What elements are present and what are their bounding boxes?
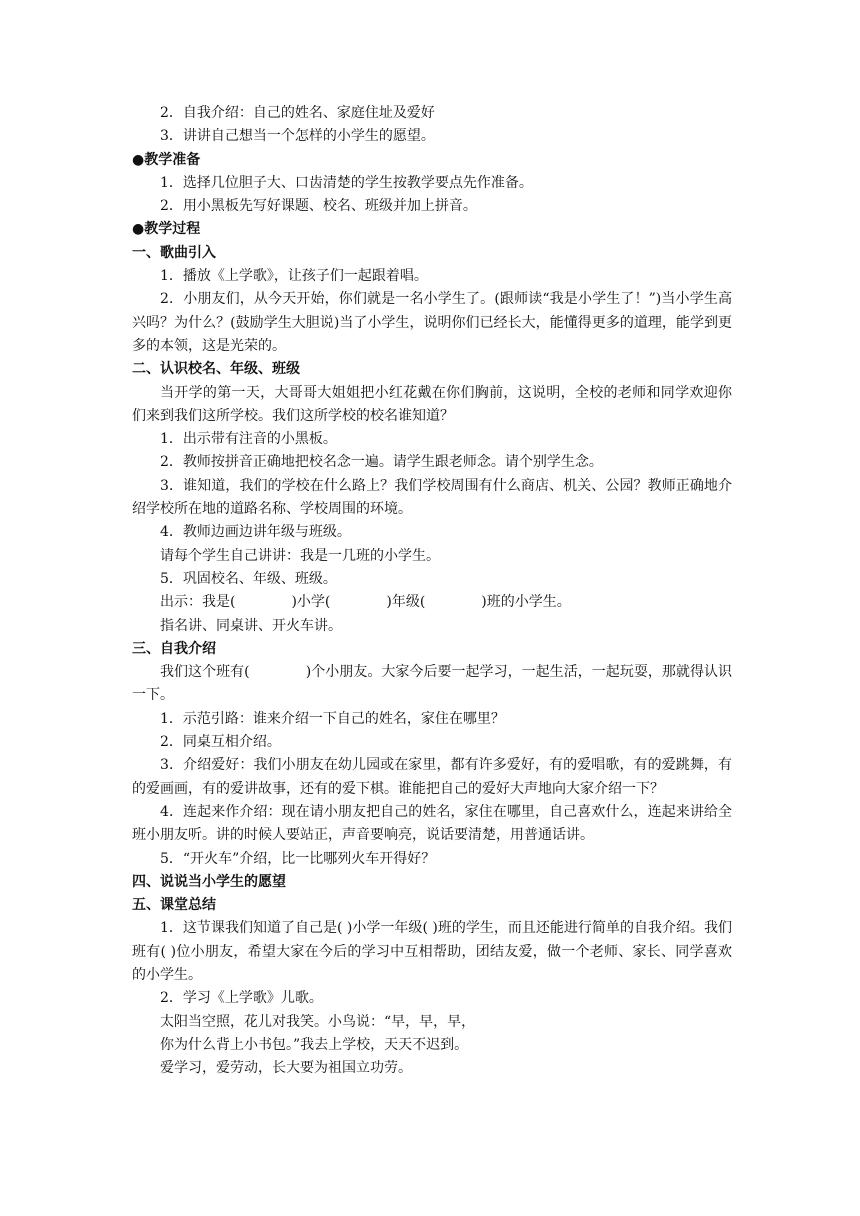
list-item: 4．连起来作介绍：现在请小朋友把自己的姓名，家住在哪里，自己喜欢什么，连起来讲给全班小朋友听。讲的时候人要站正，声音要响亮，说话要清楚，用普通话讲。 <box>132 803 732 844</box>
list-item: 5．“开火车”介绍，比一比哪列火车开得好？ <box>160 850 436 867</box>
subsection-heading: 四、说说当小学生的愿望 <box>132 873 286 890</box>
list-item: 3．谁知道，我们的学校在什么路上？我们学校周围有什么商店、机关、公园？教师正确地介绍学校所在地的道路名称、学校周围的环境。 <box>132 477 732 518</box>
list-item: 4．教师边画边讲年级与班级。 <box>160 524 351 541</box>
paragraph: 当开学的第一天，大哥哥大姐姐把小红花戴在你们胸前，这说明，全校的老师和同学欢迎你们来到我们这所学校。我们这所学校的校名谁知道？ <box>132 384 732 424</box>
list-item: 2．教师按拼音正确地把校名念一遍。请学生跟老师念。请个别学生念。 <box>160 454 603 471</box>
paragraph: 我们这个班有( )个小朋友。大家今后要一起学习，一起生活，一起玩耍，那就得认识一下。 <box>132 664 732 704</box>
section-heading-process: ●教学过程 <box>132 221 201 238</box>
intro-item: 2．自我介绍：自己的姓名、家庭住址及爱好 <box>160 105 435 121</box>
document-body <box>132 102 732 1080</box>
prep-item: 2．用小黑板先写好课题、校名、班级并加上拼音。 <box>160 198 477 215</box>
poem-line: 你为什么背上小书包。”我去上学校，天天不迟到。 <box>160 1036 469 1053</box>
list-item: 1．出示带有注音的小黑板。 <box>160 431 337 448</box>
subsection-heading: 一、歌曲引入 <box>132 244 216 261</box>
list-item: 1．播放《上学歌》，让孩子们一起跟着唱。 <box>160 268 428 285</box>
list-item: 出示：我是( )小学( )年级( )班的小学生。 <box>160 594 571 611</box>
subsection-heading: 五、课堂总结 <box>132 897 216 914</box>
list-item: 5．巩固校名、年级、班级。 <box>160 570 337 587</box>
prep-item: 1．选择几位胆子大、口齿清楚的学生按教学要点先作准备。 <box>160 174 533 191</box>
list-item: 请每个学生自己讲讲：我是一几班的小学生。 <box>160 547 440 564</box>
list-item: 指名讲、同桌讲、开火车讲。 <box>160 617 342 634</box>
list-item: 2．学习《上学歌》儿歌。 <box>160 990 323 1007</box>
subsection-heading: 二、认识校名、年级、班级 <box>132 361 300 378</box>
list-item: 1．示范引路：谁来介绍一下自己的姓名，家住在哪里？ <box>160 710 505 727</box>
list-item: 1．这节课我们知道了自己是( )小学一年级( )班的学生，而且还能进行简单的自我介绍。我们班有( )位小朋友，希望大家在今后的学习中互相帮助，团结友爱，做一个老师、家长、同学喜欢的小学生。 <box>132 920 732 983</box>
list-item: 3．介绍爱好：我们小朋友在幼儿园或在家里，都有许多爱好，有的爱唱歌，有的爱跳舞，有的爱画画，有的爱讲故事，还有的爱下棋。谁能把自己的爱好大声地向大家介绍一下？ <box>132 757 732 797</box>
subsection-heading: 三、自我介绍 <box>132 640 216 657</box>
section-heading-preparation: ●教学准备 <box>132 151 201 168</box>
list-item: 2．同桌互相介绍。 <box>160 734 281 751</box>
poem-line: 爱学习，爱劳动，长大要为祖国立功劳。 <box>160 1060 412 1077</box>
intro-item: 3．讲讲自己想当一个怎样的小学生的愿望。 <box>160 128 435 145</box>
poem-line: 太阳当空照，花儿对我笑。小鸟说：“早，早，早， <box>160 1013 476 1030</box>
list-item: 2．小朋友们，从今天开始，你们就是一名小学生了。(跟师读“我是小学生了！”)当小学生高兴吗？为什么？(鼓励学生大胆说)当了小学生，说明你们已经长大，能懂得更多的道理，能学到更多的本领，这是光荣的。 <box>132 291 732 354</box>
